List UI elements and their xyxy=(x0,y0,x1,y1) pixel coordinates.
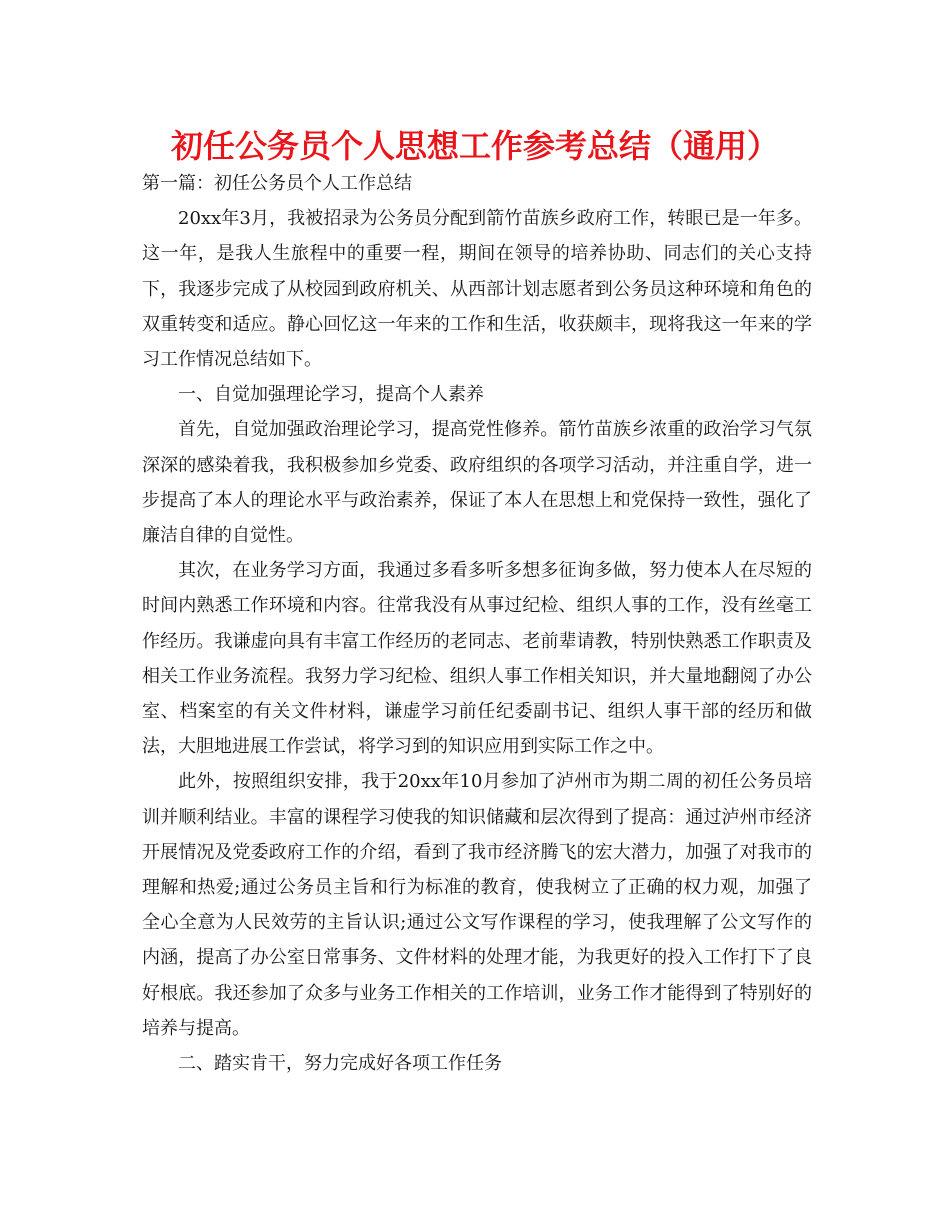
heading-part-two: 二、踏实肯干，努力完成好各项工作任务 xyxy=(178,1053,502,1075)
paragraph-business-study: 其次，在业务学习方面，我通过多看多听多想多征询多做，努力使本人在尽短的时间内熟悉工作环境和内容。往常我没有从事过纪检、组织人事的工作，没有丝毫工作经历。我谦虚向具有丰富工作经历的老同志、老前辈请教，特别快熟悉工作职责及相关工作业务流程。我努力学习纪检、组织人事工作相关知识，并大量地翻阅了办公室、档案室的有关文件材料，谦虚学习前任纪委副书记、组织人事干部的经历和做法，大胆地进展工作尝试，将学习到的知识应用到实际工作之中。 xyxy=(142,560,812,758)
paragraph-training: 此外，按照组织安排，我于20xx年10月参加了泸州市为期二周的初任公务员培训并顺利结业。丰富的课程学习使我的知识储藏和层次得到了提高：通过泸州市经济开展情况及党委政府工作的介绍，看到了我市经济腾飞的宏大潜力，加强了对我市的理解和热爱;通过公务员主旨和行为标准的教育，使我树立了正确的权力观，加强了全心全意为人民效劳的主旨认识;通过公文写作课程的学习，使我理解了公文写作的内涵，提高了办公室日常事务、文件材料的处理才能，为我更好的投入工作打下了良好根底。我还参加了众多与业务工作相关的工作培训，业务工作才能得到了特别好的培养与提高。 xyxy=(142,771,812,1039)
document-body xyxy=(142,166,812,1081)
paragraph-political-study: 首先，自觉加强政治理论学习，提高党性修养。箭竹苗族乡浓重的政治学习气氛深深的感染着我，我积极参加乡党委、政府组织的各项学习活动，并注重自学，进一步提高了本人的理论水平与政治素养，保证了本人在思想上和党保持一致性，强化了廉洁自律的自觉性。 xyxy=(142,419,812,547)
section-label: 第一篇：初任公务员个人工作总结 xyxy=(142,173,412,194)
paragraph-intro: 20xx年3月，我被招录为公务员分配到箭竹苗族乡政府工作，转眼已是一年多。这一年，是我人生旅程中的重要一程，期间在领导的培养协助、同志们的关心支持下，我逐步完成了从校园到政府机关、从西部计划志愿者到公务员这种环境和角色的双重转变和适应。静心回忆这一年来的工作和生活，收获颇丰，现将我这一年来的学习工作情况总结如下。 xyxy=(142,208,812,371)
heading-part-one: 一、自觉加强理论学习，提高个人素养 xyxy=(178,384,484,406)
document-title: 初任公务员个人思想工作参考总结（通用） xyxy=(170,127,779,165)
